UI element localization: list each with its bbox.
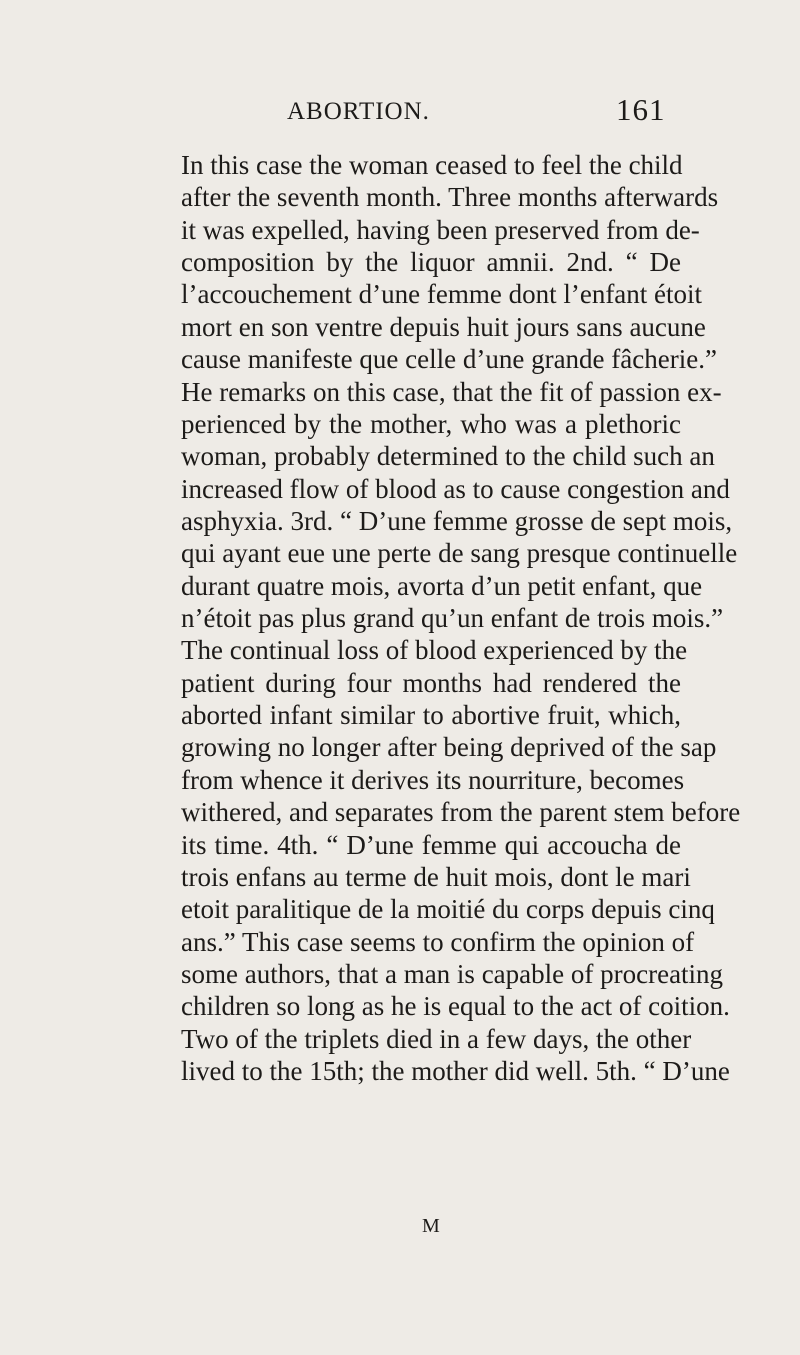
text-line: In this case the woman ceased to feel the child — [181, 150, 683, 180]
text-line: perienced by the mother, who was a plethoric — [181, 408, 681, 439]
text-line: lived to the 15th; the mother did well. 5th. “ D’une — [181, 1056, 730, 1087]
page-number: 161 — [616, 92, 666, 127]
text-line: trois enfans au terme de huit mois, dont le mari — [181, 861, 691, 892]
text-line: growing no longer after being deprived of the sap — [181, 732, 717, 763]
text-line: its time. 4th. “ D’une femme qui accoucha de — [181, 829, 681, 860]
text-line: ans.” This case seems to confirm the opinion of — [181, 926, 695, 957]
text-line: The continual loss of blood experienced by the — [181, 635, 688, 666]
text-line: children so long as he is equal to the act of coition. — [181, 991, 730, 1022]
signature-mark: M — [422, 1215, 440, 1237]
text-line: some authors, that a man is capable of procreating — [181, 958, 724, 989]
text-line: aborted infant similar to abortive fruit, which, — [181, 700, 681, 731]
text-line: durant quatre mois, avorta d’un petit enfant, que — [181, 570, 703, 601]
text-line: He remarks on this case, that the fit of passion ex- — [181, 376, 722, 407]
text-line: asphyxia. 3rd. “ D’une femme grosse de sept mois, — [181, 505, 733, 536]
body-text — [181, 149, 741, 1087]
text-line: qui ayant eue une perte de sang presque continuelle — [181, 538, 738, 569]
text-line: from whence it derives its nourriture, becomes — [181, 764, 685, 795]
running-head — [0, 93, 800, 133]
text-line: mort en son ventre depuis huit jours sans aucune — [181, 311, 706, 342]
text-line: l’accouchement d’une femme dont l’enfant étoit — [181, 279, 703, 310]
text-line: patient during four months had rendered the — [181, 667, 681, 698]
text-line: Two of the triplets died in a few days, the other — [181, 1023, 692, 1054]
text-line: n’étoit pas plus grand qu’un enfant de trois mois.” — [181, 603, 724, 634]
text-line: etoit paralitique de la moitié du corps depuis cinq — [181, 894, 715, 925]
text-line: composition by the liquor amnii. 2nd. “ De — [181, 247, 681, 278]
text-line: increased flow of blood as to cause congestion and — [181, 473, 730, 504]
text-line: woman, probably determined to the child such an — [181, 441, 715, 472]
text-line: cause manifeste que celle d’une grande fâcherie.” — [181, 344, 717, 375]
text-line: withered, and separates from the parent stem before — [181, 797, 741, 828]
text-line: it was expelled, having been preserved from de- — [181, 214, 700, 245]
chapter-title: ABORTION. — [287, 98, 430, 125]
text-line: after the seventh month. Three months afterwards — [181, 182, 719, 213]
